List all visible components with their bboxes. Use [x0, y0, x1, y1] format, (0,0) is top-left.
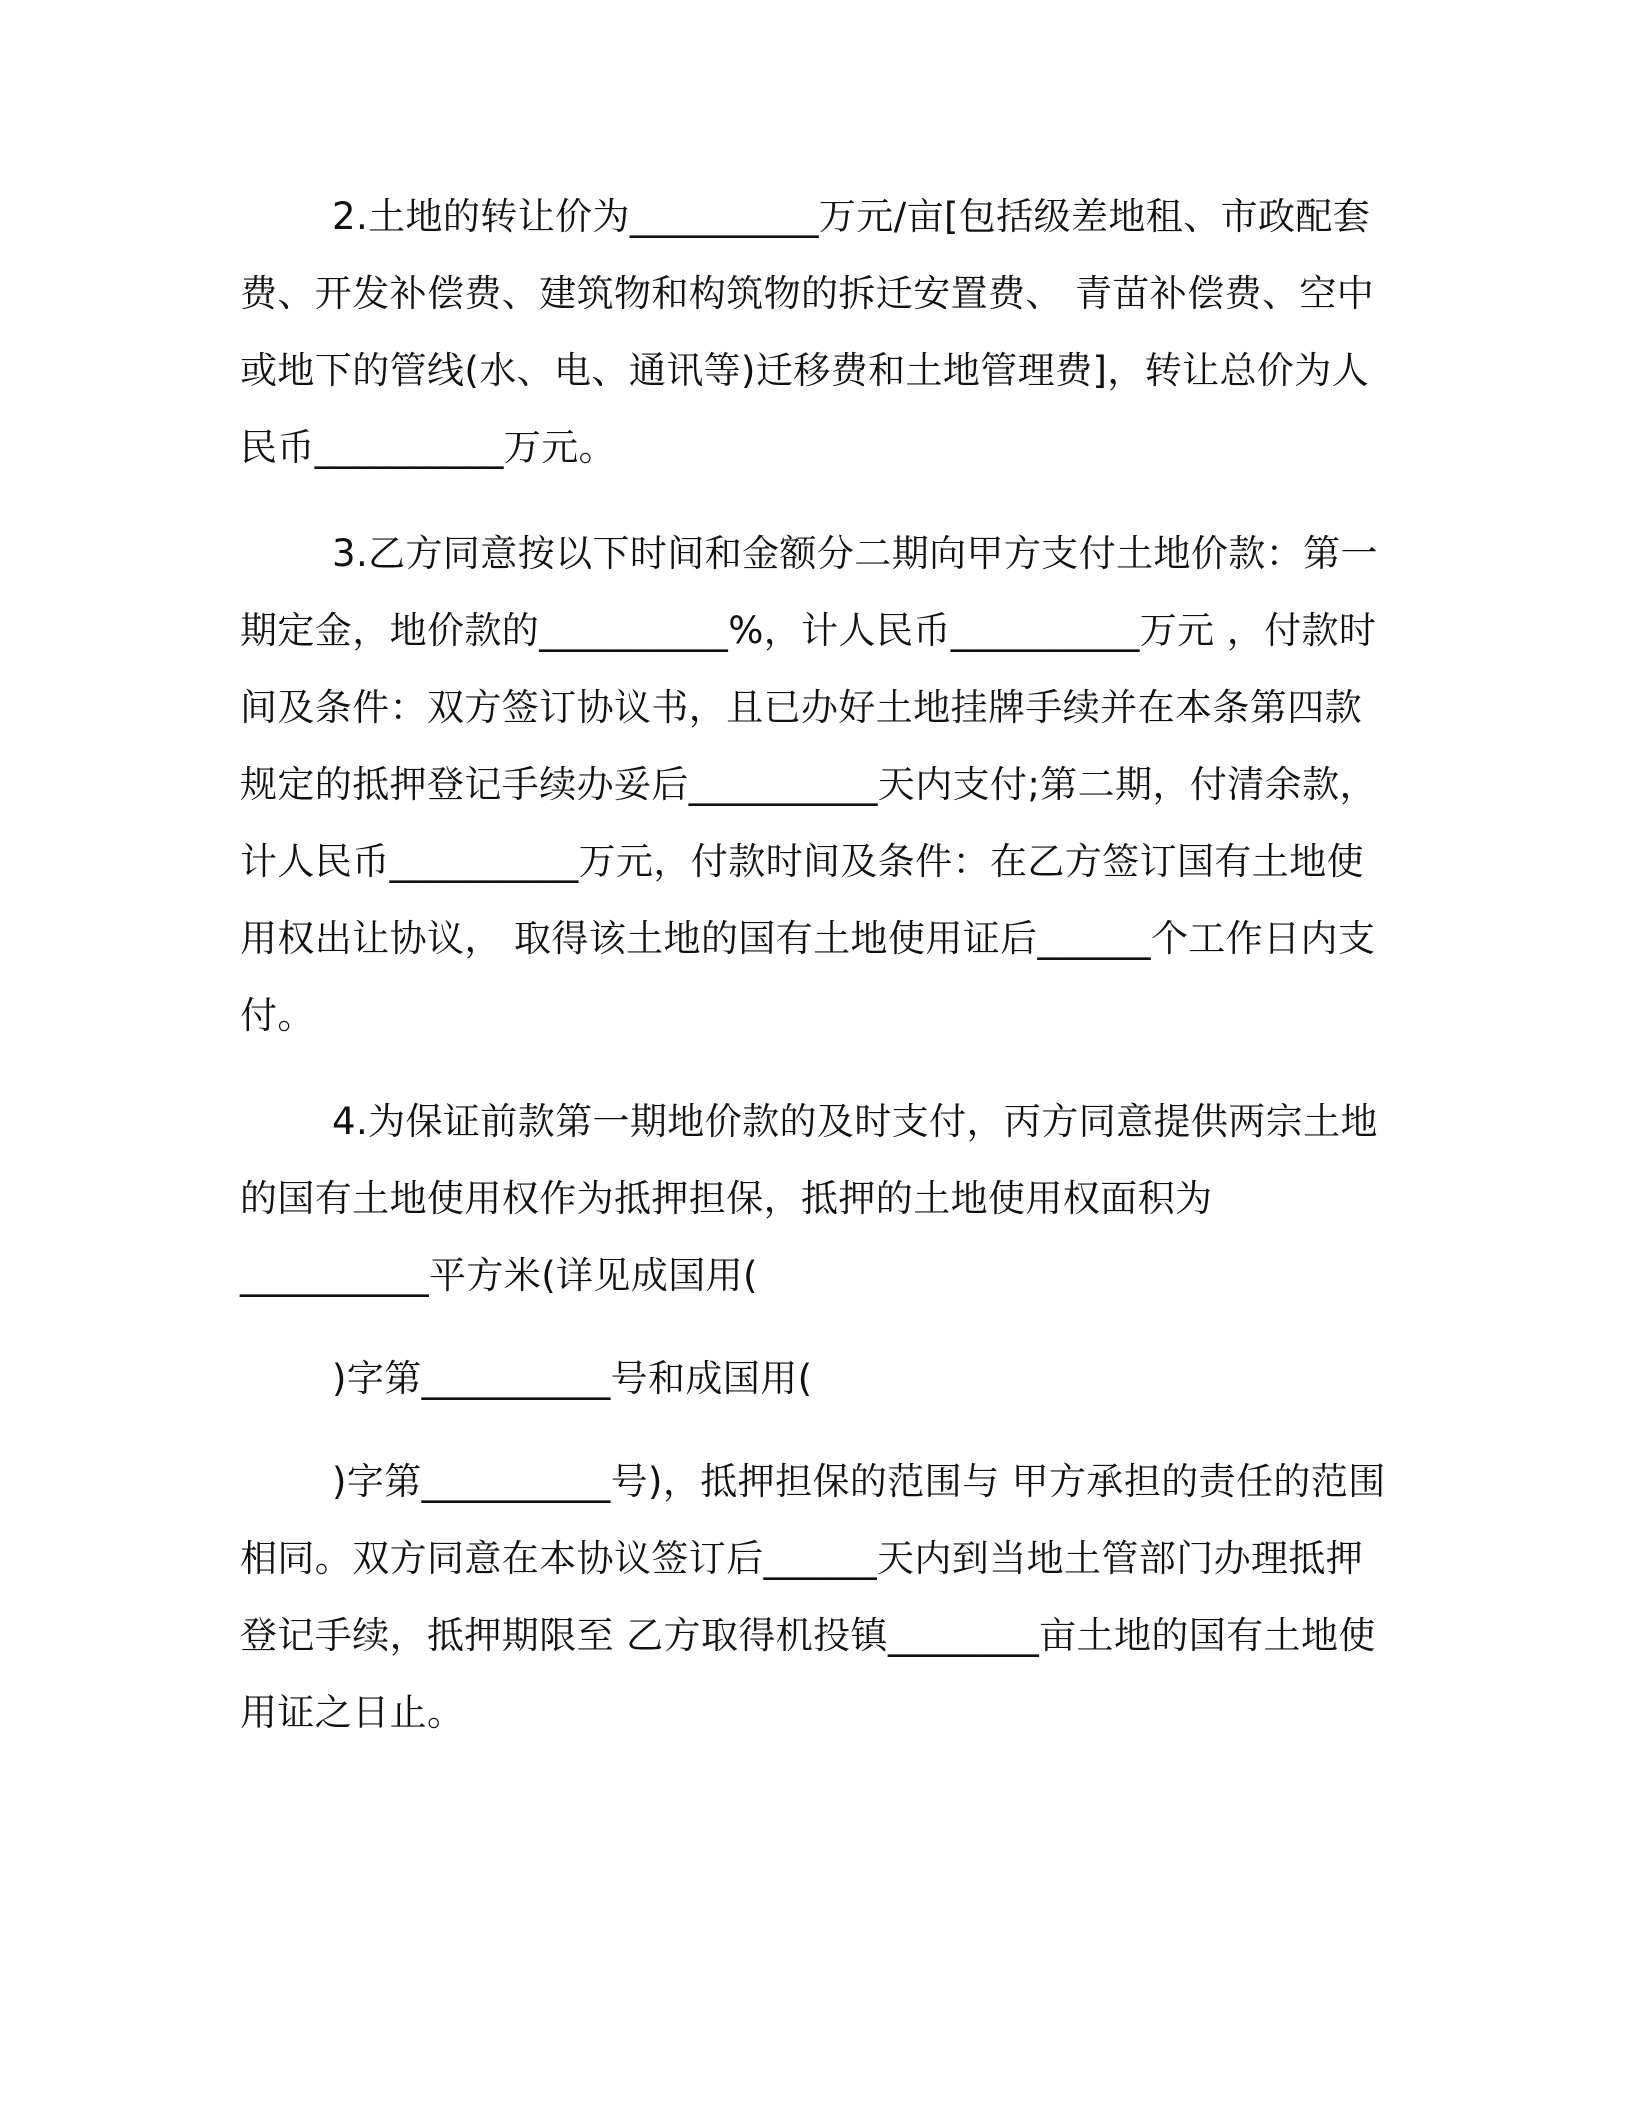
paragraph-mortgage-area: __________平方米(详见成国用( [240, 1254, 758, 1297]
paragraph-certificate-number-2: )字第__________号)，抵押担保的范围与 甲方承担的责任的范围相同。双方同意在本协议签订后______天内到当地土管部门办理抵押登记手续，抵押期限至 乙方取得机投镇________亩土地的国有土地使用证之日止。 [240, 1460, 1386, 1734]
paragraph-land-transfer-price: 2.土地的转让价为__________万元/亩[包括级差地租、市政配套费、开发补偿费、建筑物和构筑物的拆迁安置费、 青苗补偿费、空中或地下的管线(水、电、通讯等)迁移费和土地管理费]，转让总价为人民币__________万元。 [240, 195, 1375, 469]
paragraph-certificate-number-1: )字第__________号和成国用( [332, 1357, 813, 1400]
document-body [240, 178, 1390, 1780]
paragraph-mortgage-guarantee: 4.为保证前款第一期地价款的及时支付，丙方同意提供两宗土地的国有土地使用权作为抵押担保，抵押的土地使用权面积为 [240, 1100, 1378, 1220]
paragraph-payment-schedule: 3.乙方同意按以下时间和金额分二期向甲方支付土地价款：第一期定金，地价款的__________%，计人民币__________万元 ，付款时间及条件：双方签订协议书，且已办好土地挂牌手续并在本条第四款规定的抵押登记手续办妥后__________天内支付;第二期，付清余款，计人民币__________万元，付款时间及条件：在乙方签订国有土地使用权出让协议， 取得该土地的国有土地使用证后______个工作日内支付。 [240, 532, 1378, 1037]
